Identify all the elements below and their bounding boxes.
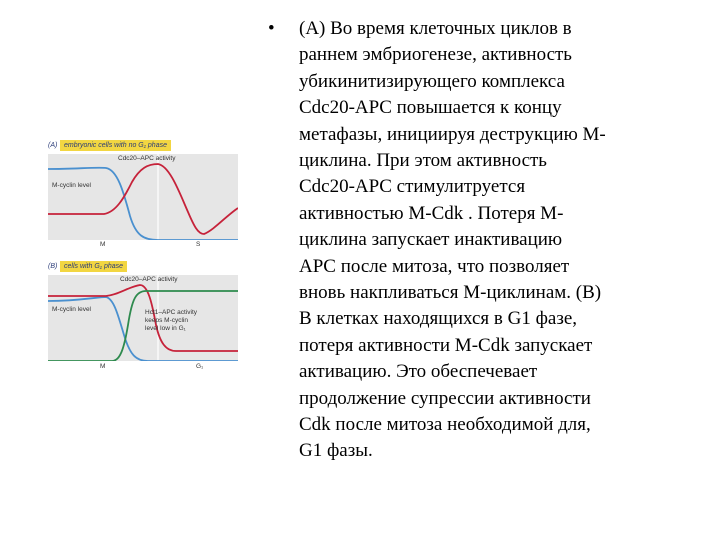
panel-a-title: embryonic cells with no G₁ phase xyxy=(60,140,171,151)
text-line-14: активацию. Это обеспечевает xyxy=(299,361,538,383)
panel-b-plot xyxy=(48,275,238,361)
text-line-7: Cdc20-APC стимулитруется xyxy=(299,176,526,198)
panel-b-x-label-g1: G₁ xyxy=(196,363,204,370)
text-line-12: В клетках находящихся в G1 фазе, xyxy=(299,308,578,330)
panel-b-hct1-label-line-1: Hct1–APC activity xyxy=(145,309,198,316)
bullet-marker: • xyxy=(268,18,275,39)
text-line-9: циклина запускает инактивацию xyxy=(299,229,563,251)
text-line-3: убикинитизирующего комплекса xyxy=(299,70,565,92)
text-line-8: активностью M-Cdk . Потеря М- xyxy=(299,202,564,224)
panel-b-title: cells with G₁ phase xyxy=(60,261,127,272)
panel-a-mcyclin-label: M-cyclin level xyxy=(52,182,92,189)
panel-a-label xyxy=(48,140,188,151)
text-line-2: раннем эмбриогенезе, активность xyxy=(299,44,572,66)
text-line-11: вновь накпливаться М-циклинам. (В) xyxy=(299,282,602,303)
panel-b-hct1-label-line-2: keeps M-cyclin xyxy=(145,317,188,324)
panel-b-x-label-m: M xyxy=(100,363,106,370)
panel-a-cdc20-label: Cdc20–APC activity xyxy=(118,155,176,162)
panel-b-hct1-label-line-3: level low in G₁ xyxy=(145,325,186,332)
text-line-5: метафазы, инициируя деструкцию М- xyxy=(299,123,606,145)
text-line-13: потеря активности М-Cdk запускает xyxy=(299,334,593,356)
panel-a-curves xyxy=(48,154,238,240)
text-line-1: (A) Во время клеточных циклов в xyxy=(299,18,572,39)
panel-b-apc-curve xyxy=(48,285,238,351)
panel-b-curves xyxy=(48,275,238,361)
panel-b-mcyclin-label: M-cyclin level xyxy=(52,306,92,313)
text-line-4: Cdc20-APC повышается к концу xyxy=(299,97,562,119)
text-line-6: циклина. При этом активность xyxy=(299,150,547,171)
text-line-15: продолжение супрессии активности xyxy=(299,387,591,409)
panel-a-apc-curve xyxy=(48,164,238,234)
text-line-16: Cdk после митоза необходимой для, xyxy=(299,414,591,435)
panel-a-mcyclin-curve xyxy=(48,168,238,240)
panel-b-cdc20-label: Cdc20–APC activity xyxy=(120,276,178,283)
panel-a-x-label-s: S xyxy=(196,241,201,248)
panel-a-x-label-m: M xyxy=(100,241,106,248)
text-line-10: APC после митоза, что позволяет xyxy=(299,255,570,277)
panel-b-letter: (B) xyxy=(48,263,58,270)
panel-a-letter: (A) xyxy=(48,142,58,149)
cell-cycle-figure xyxy=(48,135,238,373)
panel-b-label xyxy=(48,261,188,272)
panel-a-plot xyxy=(48,154,238,240)
text-line-17: G1 фазы. xyxy=(299,440,373,462)
